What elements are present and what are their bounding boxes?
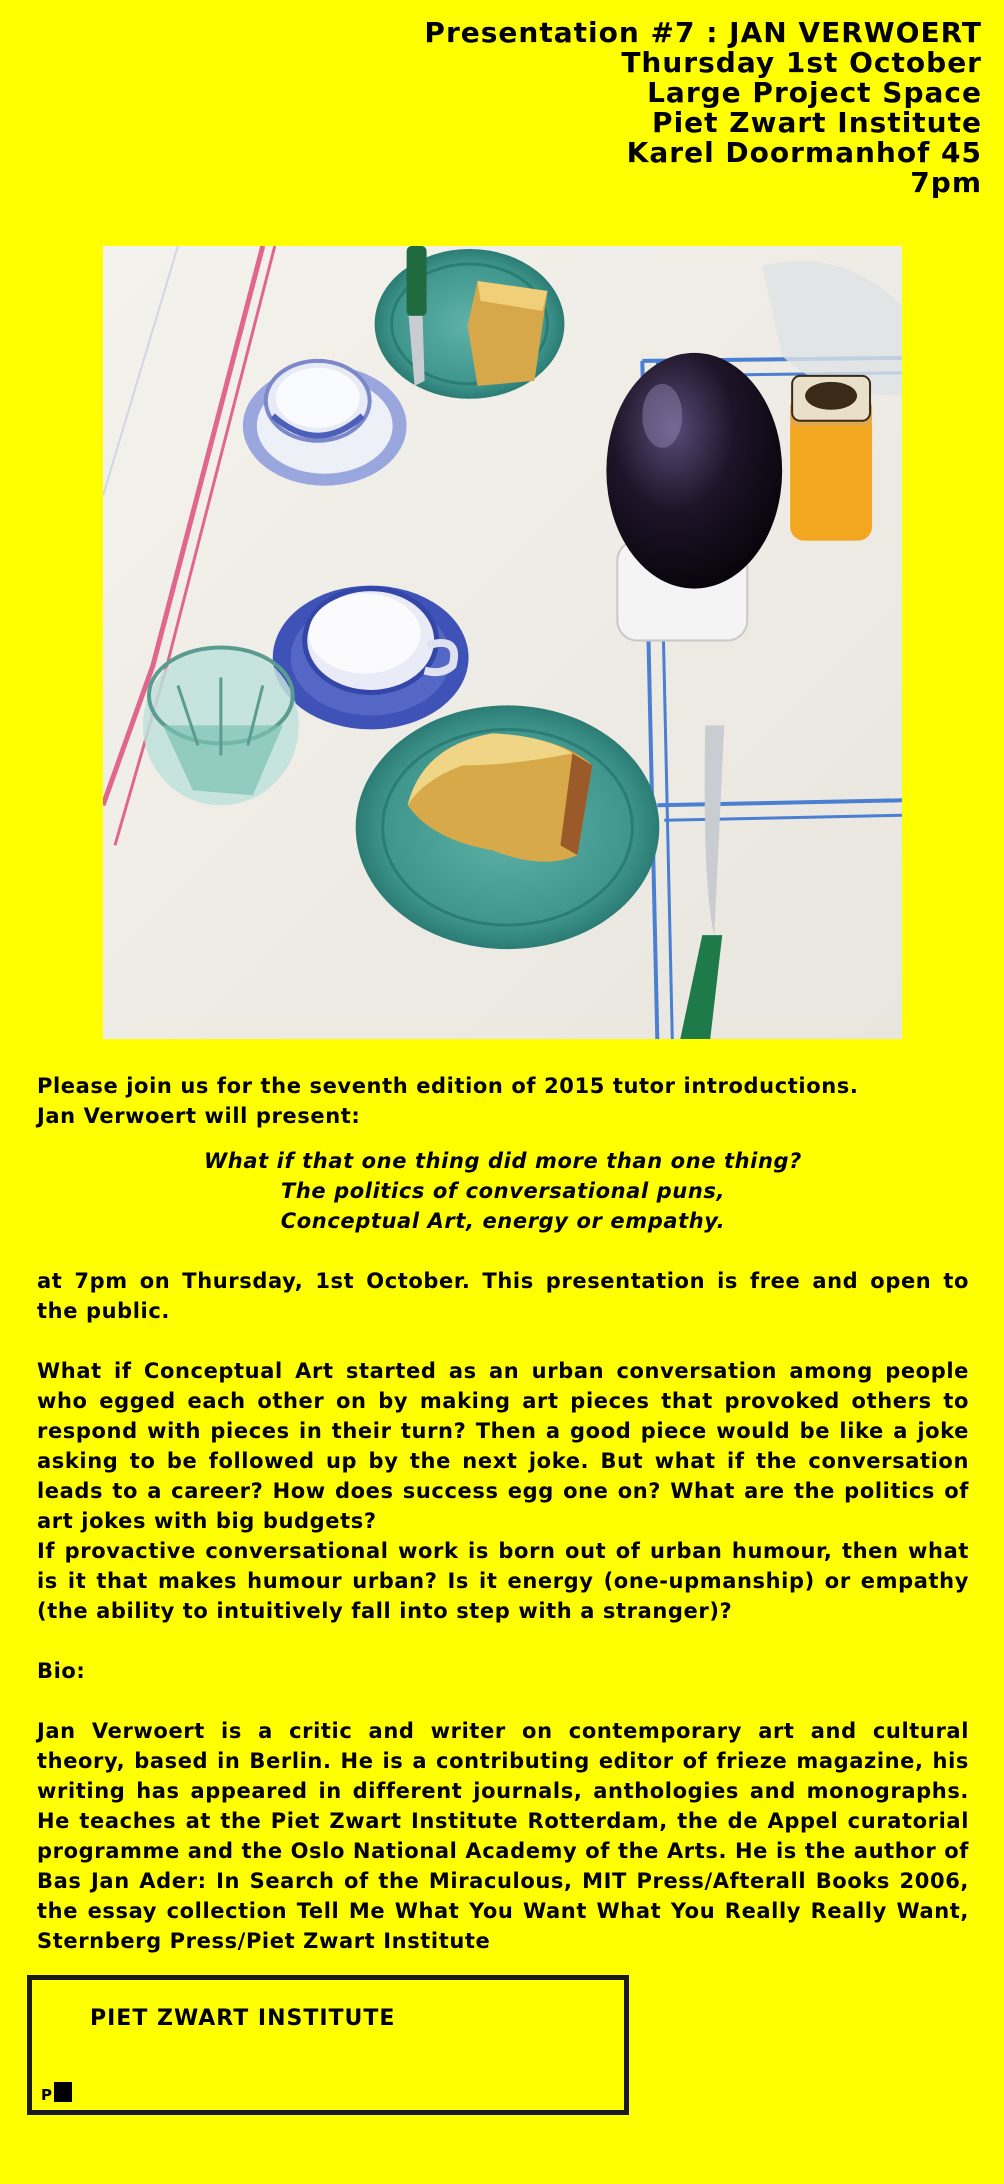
description-paragraph-1: What if Conceptual Art started as an urban conversation among people who egged each other on by making art pieces that provoked others to respond with pieces in their turn? Then a good piece would be like a joke asking to be followed up by the next joke. But what if the conversation leads to a career? How does success egg one on? What are the politics of art jokes with big budgets? — [37, 1359, 969, 1533]
institute-name: PIET ZWART INSTITUTE — [90, 2006, 396, 2031]
event-address: Karel Doormanhof 45 — [626, 136, 982, 169]
bio-heading: Bio: — [37, 1659, 86, 1683]
intro-line-1: Please join us for the seventh edition of 2015 tutor introductions. — [37, 1074, 859, 1098]
event-room: Large Project Space — [647, 76, 982, 109]
logo-letter: P — [41, 2086, 52, 2104]
event-details: at 7pm on Thursday, 1st October. This presentation is free and open to the public. — [37, 1269, 969, 1323]
event-header — [424, 18, 982, 198]
event-time: 7pm — [910, 166, 982, 199]
event-title: Presentation #7 : JAN VERWOERT — [424, 16, 982, 49]
event-venue: Piet Zwart Institute — [652, 106, 982, 139]
quote-line-1: What if that one thing did more than one thing? — [204, 1149, 802, 1173]
piet-zwart-logo-box — [27, 1975, 629, 2115]
breakfast-table-illustration — [103, 246, 902, 1039]
event-date: Thursday 1st October — [621, 46, 982, 79]
bio-paragraph: Jan Verwoert is a critic and writer on contemporary art and cultural theory, based in Berlin. He is a contributing editor of frieze magazine, his writing has appeared in different journals, anthologies and monographs. He teaches at the Piet Zwart Institute Rotterdam, the de Appel curatorial programme and the Oslo National Academy of the Arts. He is the author of Bas Jan Ader: In Search of the Miraculous, MIT Press/Afterall Books 2006, the essay collection Tell Me What You Want What You Really Really Want, Sternberg Press/Piet Zwart Institute — [37, 1719, 969, 1953]
quote-line-3: Conceptual Art, energy or empathy. — [280, 1209, 726, 1233]
breakfast-table-photo — [103, 246, 902, 1039]
description-paragraph-2: If provactive conversational work is born out of urban humour, then what is it that makes humour urban? Is it energy (one-upmanship) or empathy (the ability to intuitively fall into step with a stranger)? — [37, 1539, 969, 1623]
presentation-title-quote — [37, 1146, 969, 1236]
article-body — [37, 1071, 969, 1956]
institute-logo-mark — [41, 2082, 72, 2102]
quote-line-2: The politics of conversational puns, — [280, 1179, 726, 1203]
logo-square-icon — [54, 2082, 72, 2102]
intro-line-2: Jan Verwoert will present: — [37, 1104, 361, 1128]
